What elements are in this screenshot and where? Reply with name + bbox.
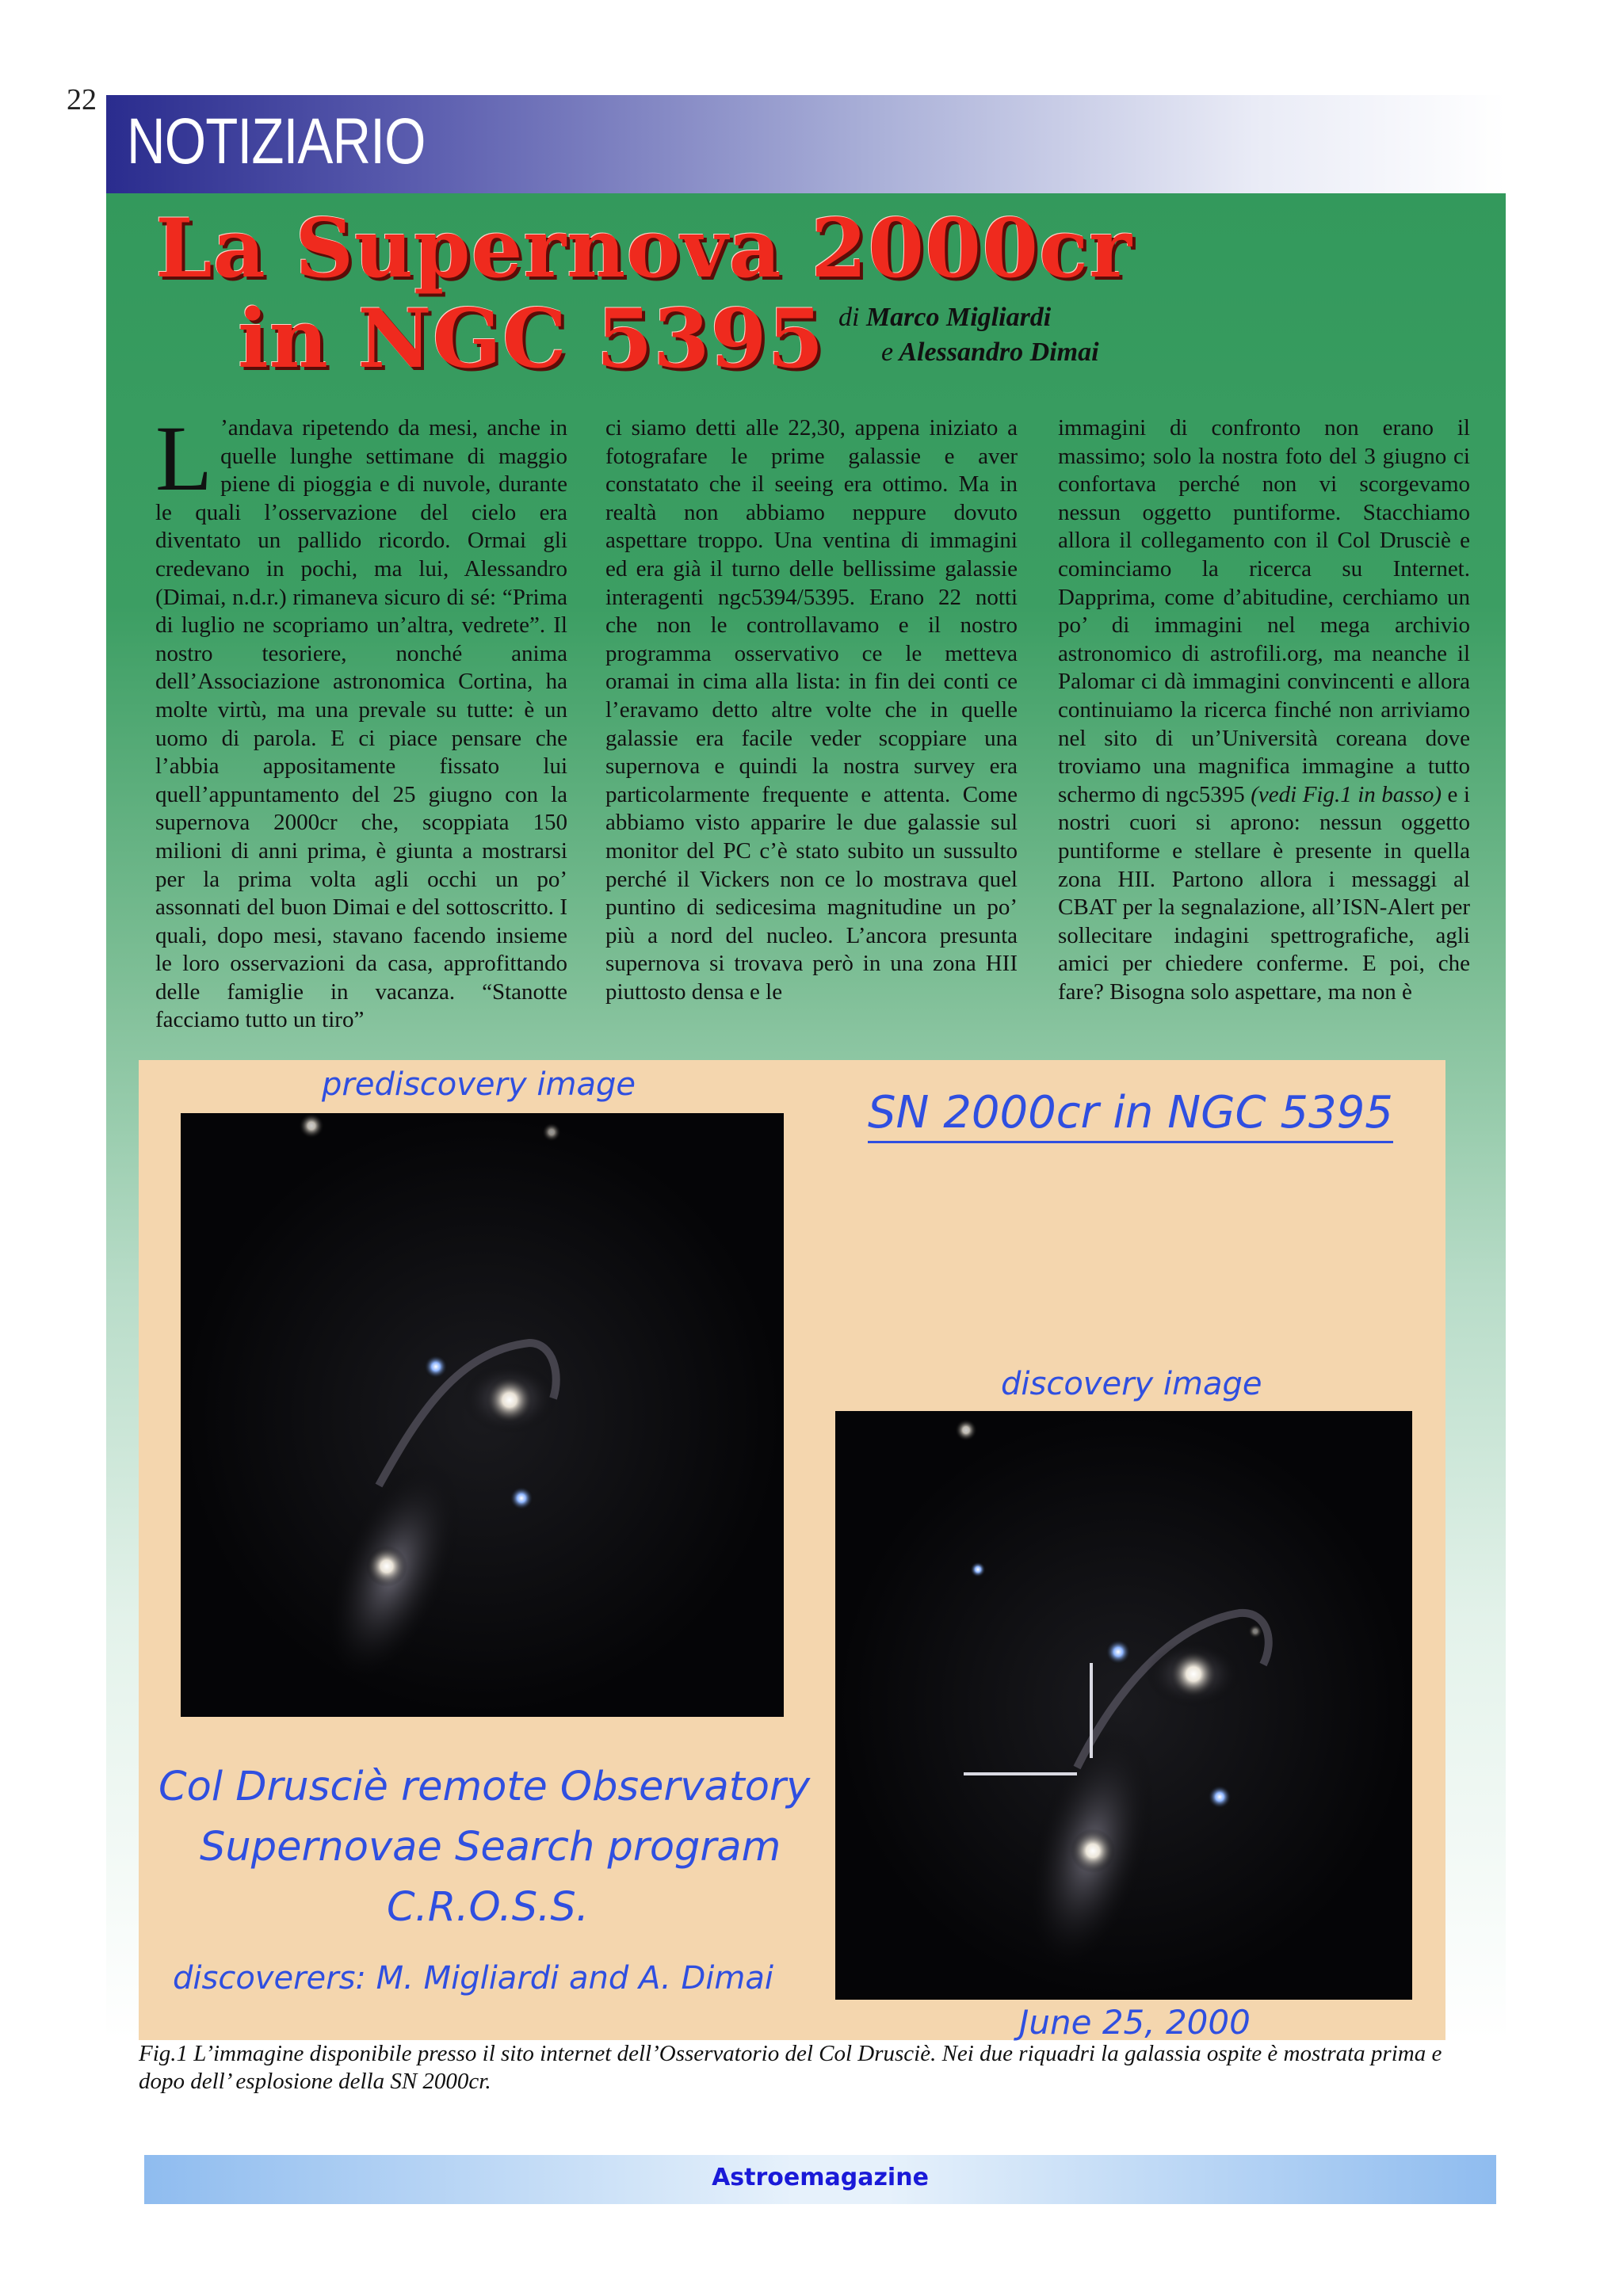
byline-prefix: di	[838, 303, 860, 332]
byline-author-2	[881, 338, 1099, 368]
discovery-label: discovery image	[1001, 1366, 1262, 1402]
column-1-text: ’andava ripetendo da mesi, anche in quelle lunghe settimane di maggio piene di pioggia e di nuvole, durante le quali l’osservazione del cielo era diventato un pallido ricordo. Ormai gli credevano in pochi, ma lui, Alessandro (Dimai, n.d.r.) rimaneva sicuro di sé: “Prima di luglio ne scopriamo un’altra, vedrete”. Il nostro tesoriere, nonché anima dell’Associazione astronomica Cortina, ha molte virtù, ma una prevale su tutte: è un uomo di parola. E ci piace pensare che l’abbia appositamente fissato lui quell’appuntamento del 25 giugno con la supernova 2000cr che, scoppiata 150 milioni di anni prima, è giunta a mostrarsi per la prima volta agli occhi un po’ assonnati del buon Dimai e del sottoscritto. I quali, dopo mesi, stavano facendo insieme le loro osservazioni da casa, approfittando delle famiglie in vacanza. “Stanotte facciamo tutto un tiro”	[155, 415, 567, 1033]
author-name-1: Marco Migliardi	[865, 303, 1052, 332]
article-column-1	[155, 406, 567, 1035]
prediscovery-label: prediscovery image	[322, 1066, 636, 1103]
column-3-text-a: immagini di confronto non erano il massimo; solo la nostra foto del 3 giugno ci confortava perché non vi scorgevamo nessun oggetto puntiforme. Stacchiamo allora il collegamento con il Col Drusciè e cominciamo la ricerca su Internet. Dapprima, come d’abitudine, cerchiamo un po’ di immagini nel mega archivio astronomico di astrofili.org, ma neanche il Palomar ci dà immagini convincenti e allora continuiamo la ricerca finché non arriviamo nel sito di un’Università coreana dove troviamo una magnifica immagine a tutto schermo di ngc5395	[1058, 415, 1470, 807]
discoverers-label: discoverers: M. Migliardi and A. Dimai	[173, 1960, 773, 1997]
byline-join: e	[881, 338, 894, 367]
program-acronym-label: C.R.O.S.S.	[387, 1884, 589, 1931]
column-2-text: ci siamo detti alle 22,30, appena iniziato a fotografare le prime galassie e aver constatato che il seeing era ottimo. Ma in realtà non abbiamo neppure dovuto aspettare troppo. Una ventina di immagini ed era già il turno delle bellissime galassie interagenti ngc5394/5395. Erano 22 notti che non le controllavamo e il nostro programma osservativo ce le metteva oramai in cima alla lista: in fin dei conti ce l’eravamo detto altre volte che in quelle galassie era facile veder scoppiare una supernova e quindi la nostra survey era particolarmente frequente e attenta. Come abbiamo visto apparire le due galassie sul monitor del PC c’è stato subito un sussulto perché il Vickers non ce lo mostrava quel puntino di sedicesima magnitudine un po’ più a nord del nucleo. L’ancora presunta supernova si trovava però in una zona HII piuttosto densa e le	[605, 415, 1018, 1005]
discovery-galaxy-image	[835, 1411, 1412, 2000]
author-name-2: Alessandro Dimai	[899, 338, 1099, 367]
prediscovery-photo	[181, 1113, 784, 1717]
observatory-label: Col Drusciè remote Observatory	[158, 1764, 811, 1810]
drop-cap: L	[155, 406, 213, 510]
article-title-line-1: La Supernova 2000cr	[155, 201, 1132, 296]
figure-reference: (vedi Fig.1 in basso)	[1251, 781, 1442, 807]
search-program-label: Supernovae Search program	[200, 1824, 781, 1871]
article-column-3	[1058, 414, 1470, 1006]
figure-title-label: SN 2000cr in NGC 5395	[868, 1085, 1393, 1143]
discovery-date-label: June 25, 2000	[1019, 2003, 1251, 2042]
figure-caption: Fig.1 L’immagine disponibile presso il sito internet dell’Osservatorio del Col Drusciè. Nei due riquadri la galassia ospite è mostrata prima e dopo dell’ esplosione della SN 2000cr.	[139, 2041, 1442, 2094]
article-title-line-2: in NGC 5395	[238, 292, 825, 387]
byline-author-1	[838, 303, 1051, 333]
discovery-photo	[835, 1411, 1412, 2000]
page-number: 22	[67, 83, 97, 116]
prediscovery-galaxy-image	[181, 1113, 784, 1717]
column-3-text-b: e i nostri cuori si aprono: nessun oggetto puntiforme e stellare è presente in quella zona HII. Partono allora i messaggi al CBAT per la segnalazione, all’ISN-Alert per sollecitare indagini spettrografiche, agli amici per chiedere conferme. E poi, che fare? Bisogna solo aspettare, ma non è	[1058, 781, 1470, 1005]
section-title: NOTIZIARIO	[127, 105, 426, 177]
article-column-2	[605, 414, 1018, 1006]
magazine-name: Astroemagazine	[712, 2164, 929, 2191]
